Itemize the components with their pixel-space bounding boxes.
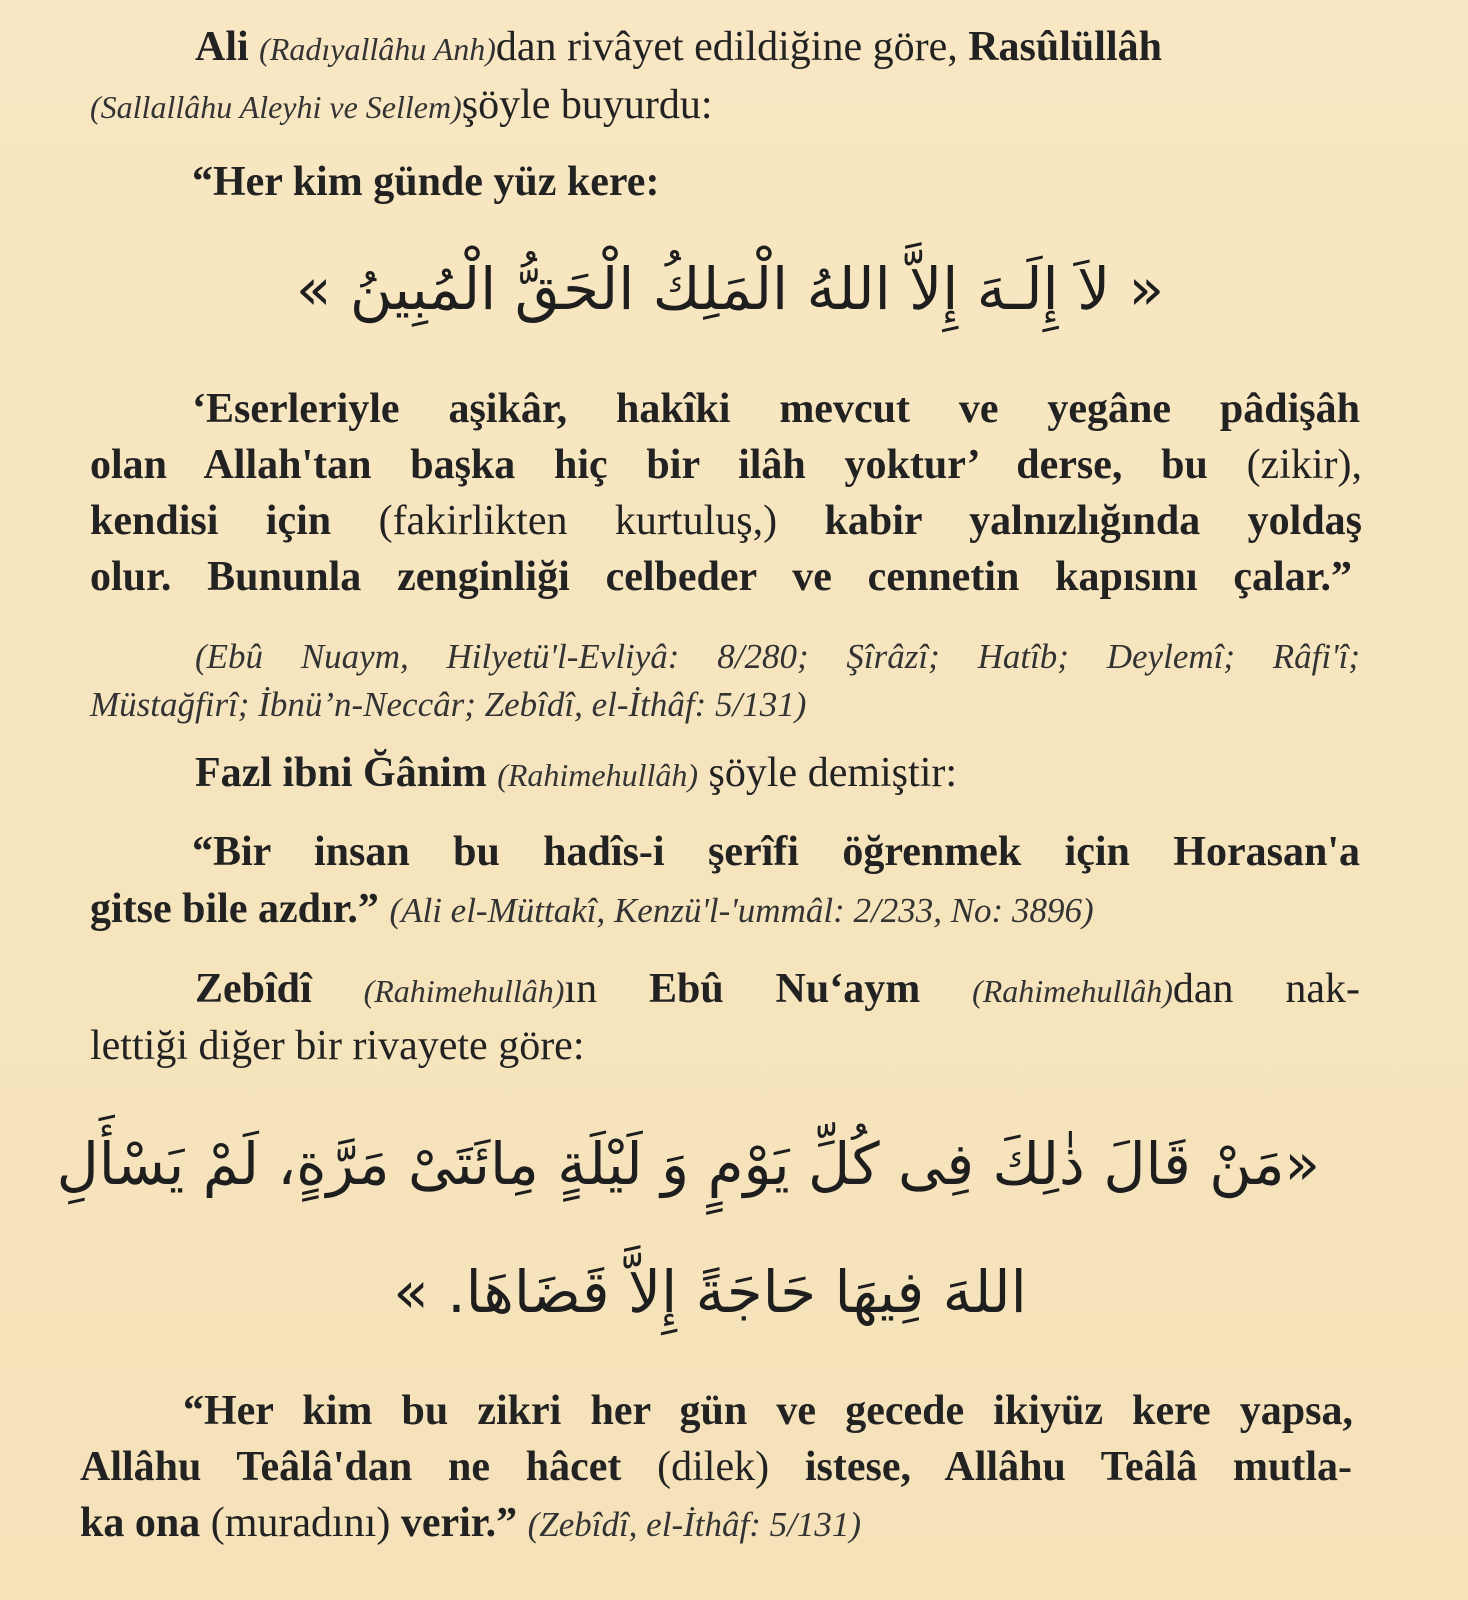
honorific: (Rahimehullâh) <box>972 973 1173 1009</box>
name-zebidi: Zebîdî <box>195 966 312 1012</box>
paragraph-2-line-1 <box>192 380 1360 438</box>
paragraph-text: Allâhu Teâlâ'dan ne hâcet <box>80 1444 622 1490</box>
paragraph-text: kendisi için <box>90 498 332 544</box>
paragraph-text: (fakirlikten kurtuluş,) <box>378 498 778 544</box>
paragraph-text: şöyle demiştir: <box>708 750 958 796</box>
paragraph-3 <box>195 744 1468 804</box>
honorific: (Sallallâhu Aleyhi ve Sellem) <box>90 89 462 125</box>
paragraph-text: (muradını) <box>210 1500 391 1546</box>
paragraph-6-line-2 <box>80 1438 1352 1496</box>
paragraph-text: “Bir insan bu hadîs-i şerîfi öğrenmek için Horasan'a <box>192 829 1360 875</box>
reference-text: (Ali el-Müttakî, Kenzü'l-'ummâl: 2/233, No: 3896) <box>389 891 1094 930</box>
paragraph-text: (dilek) <box>657 1444 770 1490</box>
paragraph-2-line-4 <box>90 548 1352 606</box>
paragraph-2-line-2 <box>90 436 1362 494</box>
paragraph-text: ka ona <box>80 1500 201 1546</box>
paragraph-text: şöyle buyurdu: <box>461 82 713 128</box>
paragraph-6-line-2-inner <box>80 1438 1352 1496</box>
paragraph-1-line-1 <box>195 18 1468 78</box>
arabic-verse-2-line-1: «مَنْ قَالَ ذٰلِكَ فِى كُلِّ يَوْمٍ وَ لَيْلَةٍ مِائَتَىْ مَرَّةٍ، لَمْ يَسْأَلِ <box>56 1130 1320 1198</box>
paragraph-6-line-1 <box>183 1382 1353 1440</box>
paragraph-5-line-1-inner <box>195 960 1360 1020</box>
arabic-verse-2-line-2: اللهَ فِيهَا حَاجَةً إِلاَّ قَضَاهَا. » <box>393 1258 1027 1326</box>
arabic-verse-1: « لاَ إِلَـهَ إِلاَّ اللهُ الْمَلِكُ الْحَقُّ الْمُبِينُ » <box>295 255 1165 323</box>
honorific: (Radıyallâhu Anh) <box>259 31 496 67</box>
honorific: (Rahimehullâh) <box>497 757 699 793</box>
paragraph-text: ‘Eserleriyle aşikâr, hakîki mevcut ve yegâne pâdişâh <box>192 386 1360 432</box>
reference-text: (Zebîdî, el-İthâf: 5/131) <box>527 1505 861 1544</box>
paragraph-4-line-2 <box>90 880 1380 940</box>
reference-text: (Ebû Nuaym, Hilyetü'l-Evliyâ: 8/280; Şîrâzî; Hatîb; Deylemî; Râfi'î; <box>195 637 1360 676</box>
paragraph-1-line-2 <box>90 76 1380 136</box>
paragraph-text: dan rivâyet edildiğine göre, <box>495 24 958 70</box>
name-ebu-nuaym: Ebû Nu‘aym <box>648 966 921 1012</box>
paragraph-text: olan Allah'tan başka hiç bir ilâh yoktur’ derse, bu <box>90 442 1208 488</box>
name-ali: Ali <box>195 24 249 70</box>
reference-1-line-2: Müstağfirî; İbnü’n-Neccâr; Zebîdî, el-İthâf: 5/131) <box>90 685 807 724</box>
paragraph-text: (zikir), <box>1246 442 1363 488</box>
paragraph-2-line-3-inner <box>90 492 1362 550</box>
paragraph-2-line-3 <box>90 492 1362 550</box>
paragraph-text: verir.” <box>400 1500 518 1546</box>
paragraph-2-line-2-inner <box>90 436 1362 494</box>
paragraph-6-line-3 <box>80 1494 1370 1554</box>
paragraph-text: istese, Allâhu Teâlâ mutla- <box>804 1444 1353 1490</box>
name-fazl: Fazl ibni Ğânim <box>195 750 487 796</box>
name-rasulullah: Rasûlüllâh <box>968 24 1162 70</box>
quote-intro: “Her kim günde yüz kere: <box>192 159 660 205</box>
paragraph-text: olur. Bununla zenginliği celbeder ve cennetin kapısını çalar.” <box>90 554 1352 600</box>
paragraph-text: “Her kim bu zikri her gün ve gecede ikiyüz kere yapsa, <box>183 1388 1353 1434</box>
paragraph-text: ın <box>564 966 598 1012</box>
paragraph-text: gitse bile azdır.” <box>90 886 379 932</box>
paragraph-4-line-1 <box>192 823 1360 881</box>
paragraph-5-line-2: lettiği diğer bir rivayete göre: <box>90 1023 585 1069</box>
paragraph-text: dan nak- <box>1172 966 1361 1012</box>
honorific: (Rahimehullâh) <box>363 973 565 1009</box>
paragraph-5-line-1 <box>195 960 1360 1020</box>
paragraph-text: kabir yalnızlığında yoldaş <box>824 498 1363 544</box>
